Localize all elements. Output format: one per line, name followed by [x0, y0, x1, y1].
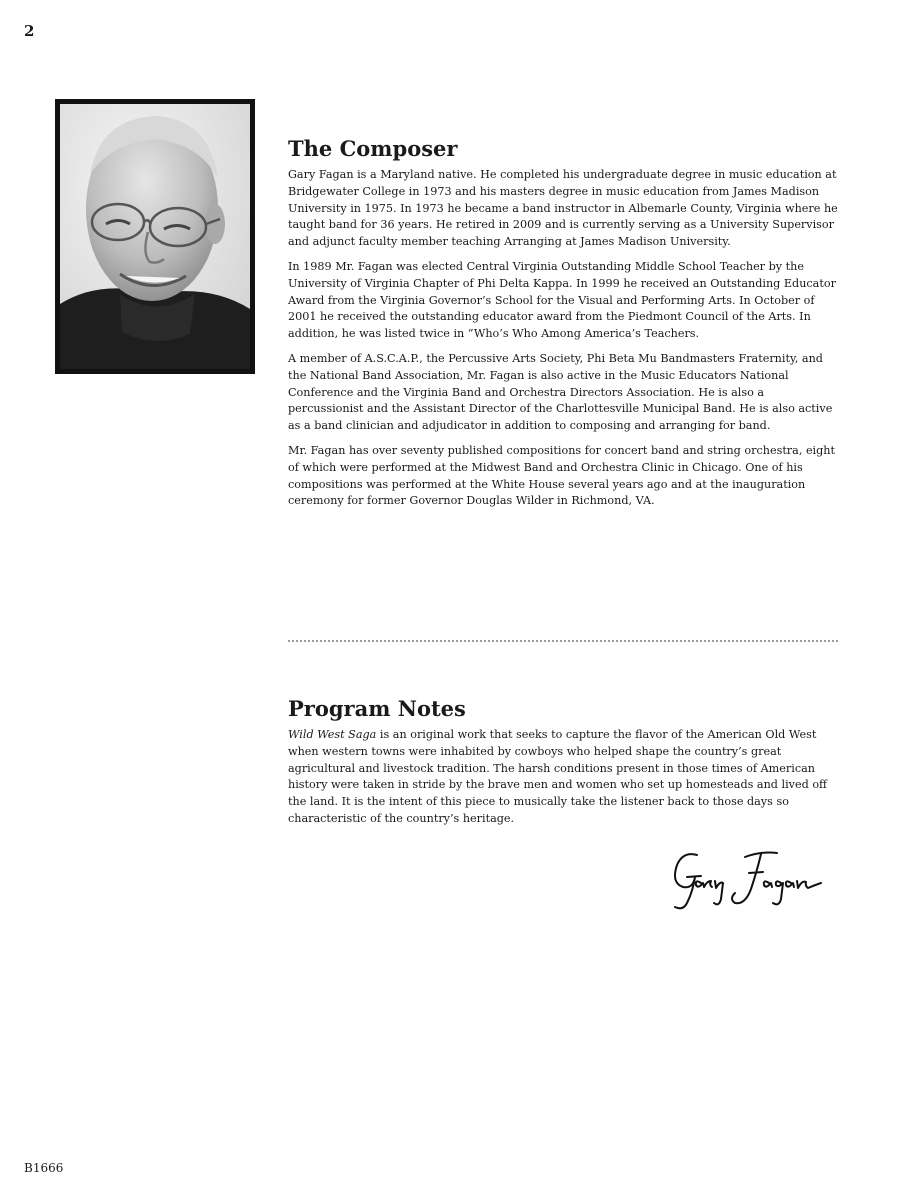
composer-paragraph-4: Mr. Fagan has over seventy published compositions for concert band and string orchestra, eight of which were performed at the Midwest Band and Orchestra Clinic in Chicago. One of his compositions was performed at the White House several years ago and at the inauguration ceremony for former Governor Douglas Wilder in Richmond, VA.: [288, 444, 835, 508]
program-notes-heading: Program Notes: [288, 696, 466, 721]
composer-paragraph-3: A member of A.S.C.A.P., the Percussive Arts Society, Phi Beta Mu Bandmasters Fraternity, and the National Band Association, Mr. Fagan is also active in the Music Educators National Conference and the Virginia Band and Orchestra Directors Association. He is also a percussionist and the Assistant Director of the Charlottesville Municipal Band. He is also active as a band clinician and adjudicator in addition to composing and arranging for band.: [288, 352, 833, 433]
work-title: Wild West Saga: [288, 728, 377, 742]
composer-paragraph-2: In 1989 Mr. Fagan was elected Central Virginia Outstanding Middle School Teacher by the University of Virginia Chapter of Phi Delta Kappa. In 1999 he received an Outstanding Educator Award from the Virginia Governor’s School for the Visual and Performing Arts. In October of 2001 he received the outstanding educator award from the Piedmont Council of the Arts. In addition, he was listed twice in “Who’s Who Among America’s Teachers.: [288, 260, 836, 341]
dotted-divider: [288, 640, 838, 642]
program-notes-section: [288, 697, 838, 836]
signature-image: [665, 843, 835, 915]
composer-paragraph-1: Gary Fagan is a Maryland native. He completed his undergraduate degree in music education at Bridgewater College in 1973 and his masters degree in music education from James Madison University in 1975. In 1973 he became a band instructor in Albemarle County, Virginia where he taught band for 36 years. He retired in 2009 and is currently serving as a University Supervisor and adjunct faculty member teaching Arranging at James Madison University.: [288, 168, 838, 249]
program-notes-body: is an original work that seeks to capture the flavor of the American Old West when western towns were inhabited by cowboys who helped shape the country’s great agricultural and livestock tradition. The harsh conditions present in those times of American history were taken in stride by the brave men and women who set up homesteads and lived off the land. It is the intent of this piece to musically take the listener back to those days so characteristic of the country’s heritage.: [288, 728, 828, 826]
program-notes-paragraph: [288, 727, 838, 828]
catalog-code: B1666: [24, 1161, 64, 1175]
composer-portrait-image: [60, 104, 250, 369]
page-number: 2: [24, 22, 35, 40]
composer-signature: [665, 843, 835, 915]
composer-heading: The Composer: [288, 136, 458, 161]
composer-section: [288, 137, 838, 518]
composer-photo: [55, 99, 255, 374]
